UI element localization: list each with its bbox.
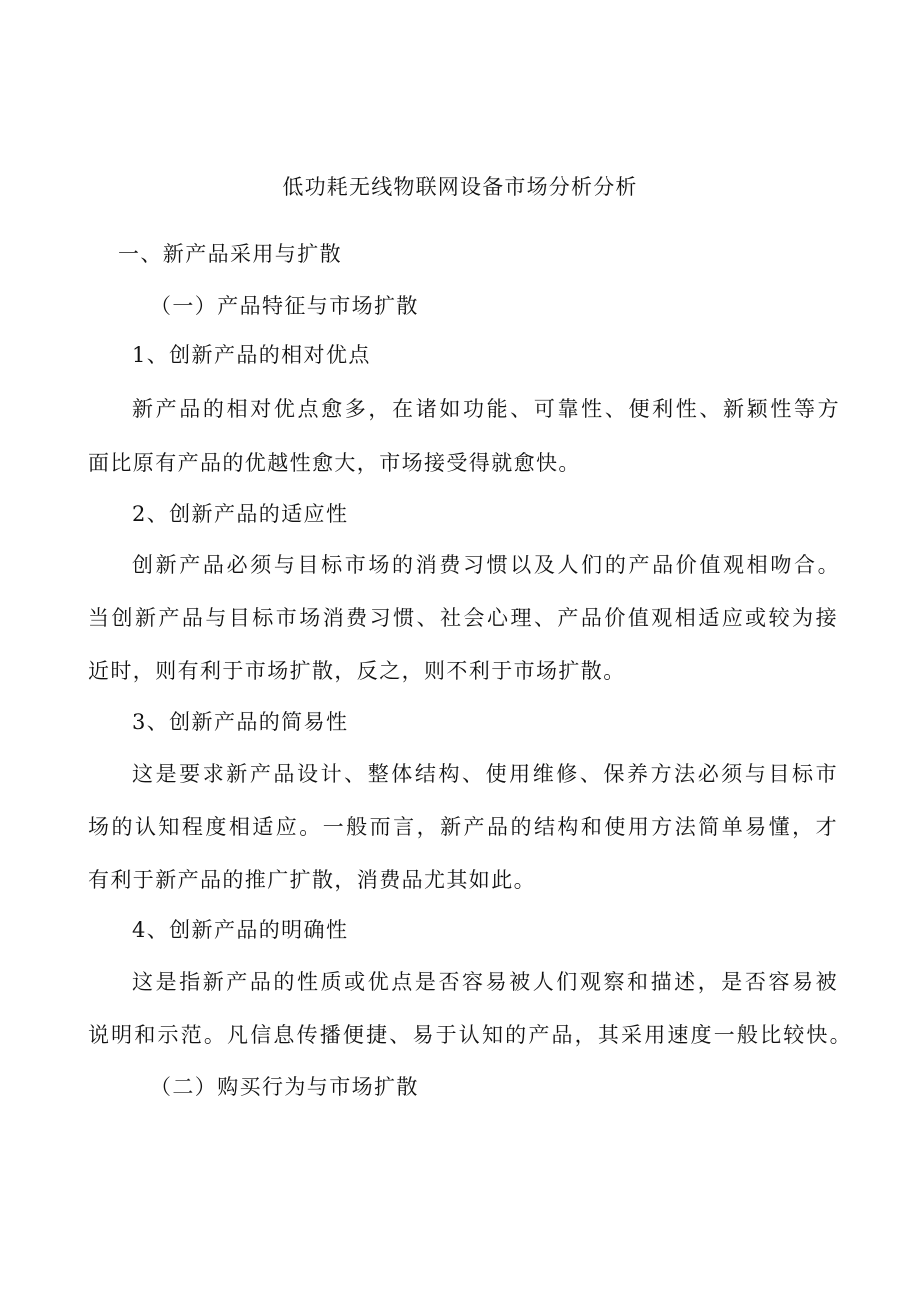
- item-heading-3: 3、创新产品的简易性: [132, 710, 349, 734]
- item-heading-4: 4、创新产品的明确性: [132, 918, 349, 942]
- item-heading-2: 2、创新产品的适应性: [132, 502, 349, 526]
- document-title: 低功耗无线物联网设备市场分析分析: [282, 175, 638, 199]
- section-heading-1: 一、新产品采用与扩散: [118, 242, 342, 266]
- paragraph-line: 说明和示范。凡信息传播便捷、易于认知的产品，其采用速度一般比较快。: [88, 1023, 852, 1047]
- paragraph-line: 当创新产品与目标市场消费习惯、社会心理、产品价值观相适应或较为接: [88, 606, 838, 630]
- paragraph-line: 近时，则有利于市场扩散，反之，则不利于市场扩散。: [88, 659, 626, 683]
- paragraph-line: 场的认知程度相适应。一般而言，新产品的结构和使用方法简单易懂，才: [88, 815, 838, 839]
- paragraph-line: 有利于新产品的推广扩散，消费品尤其如此。: [88, 868, 536, 892]
- paragraph-line: 这是指新产品的性质或优点是否容易被人们观察和描述，是否容易被: [132, 970, 838, 994]
- paragraph-line: 新产品的相对优点愈多，在诸如功能、可靠性、便利性、新颖性等方: [132, 397, 840, 421]
- paragraph-line: 创新产品必须与目标市场的消费习惯以及人们的产品价值观相吻合。: [132, 553, 840, 577]
- paragraph-line: 这是要求新产品设计、整体结构、使用维修、保养方法必须与目标市: [132, 762, 838, 786]
- subsection-heading-2: （二）购买行为与市场扩散: [150, 1075, 419, 1099]
- subsection-heading-1: （一）产品特征与市场扩散: [150, 294, 419, 318]
- item-heading-1: 1、创新产品的相对优点: [132, 343, 371, 367]
- paragraph-line: 面比原有产品的优越性愈大，市场接受得就愈快。: [88, 451, 581, 475]
